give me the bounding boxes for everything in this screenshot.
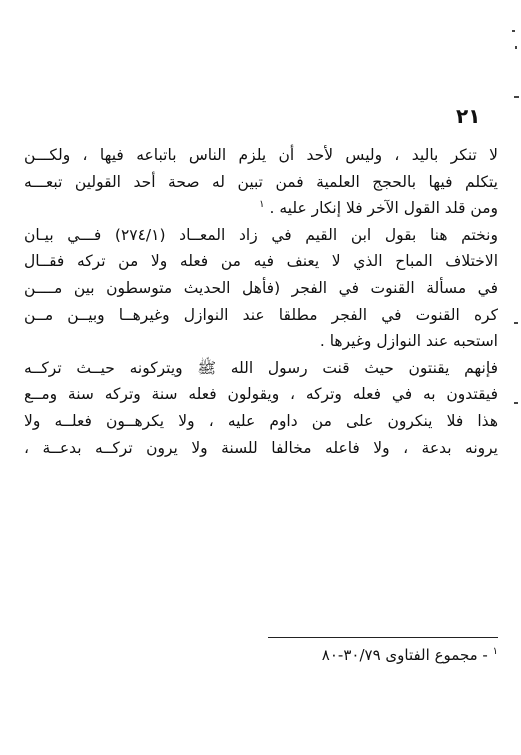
text-line: يتكلم فيها بالحجج العلمية فمن تبين له صحة أحد القولين تبعـــه [24,172,498,191]
text-line: فإنهم يقنتون حيث قنت رسول الله ﷺ ويتركونه حيــث تركــه [24,358,498,377]
footnote [200,646,498,664]
footnote-reference[interactable]: ١ [259,199,265,211]
scan-artifact [514,322,518,324]
text-line: الاختلاف المباح الذي لا يعنف فيه من فعله ولا من تركه فقــال [24,252,498,271]
text-line: ونختم هنا بقول ابن القيم في زاد المعــاد (٢٧٤/١) فـــي بيـان [24,225,498,244]
text-line: فيقتدون به في فعله وتركه ، ويقولون فعله سنة وتركه سنة ومــع [24,385,498,404]
text-line [24,195,498,222]
scan-artifact [512,30,515,32]
footnote-number: ١ [492,646,498,657]
text-line: هذا فلا ينكرون على من داوم عليه ، ولا يكرهــون فعلــه ولا [24,411,498,430]
text-line: يرونه بدعة ، ولا فاعله مخالفا للسنة ولا يرون تركــه بدعــة ، [24,438,498,457]
scan-artifact [515,46,517,49]
text-line: كره القنوت في الفجر مطلقا عند النوازل وغيرهــا وبيــن مــن [24,305,498,324]
page-number: ٢١ [456,104,481,128]
footnote-divider [268,637,498,638]
text-line-content: ومن قلد القول الآخر فلا إنكار عليه . [269,199,498,218]
scan-artifact [514,402,518,404]
body-text [24,142,498,461]
text-line: استحبه عند النوازل وغيرها . [319,332,498,351]
text-line: لا تنكر باليد ، وليس لأحد أن يلزم الناس باتباعه فيها ، ولكـــن [24,146,498,164]
scan-artifact [514,96,519,98]
text-line: في مسألة القنوت في الفجر (فأهل الحديث متوسطون بين مــــن [24,278,498,297]
footnote-text: - مجموع الفتاوى ٣٠/٧٩-٨٠ [321,646,488,664]
